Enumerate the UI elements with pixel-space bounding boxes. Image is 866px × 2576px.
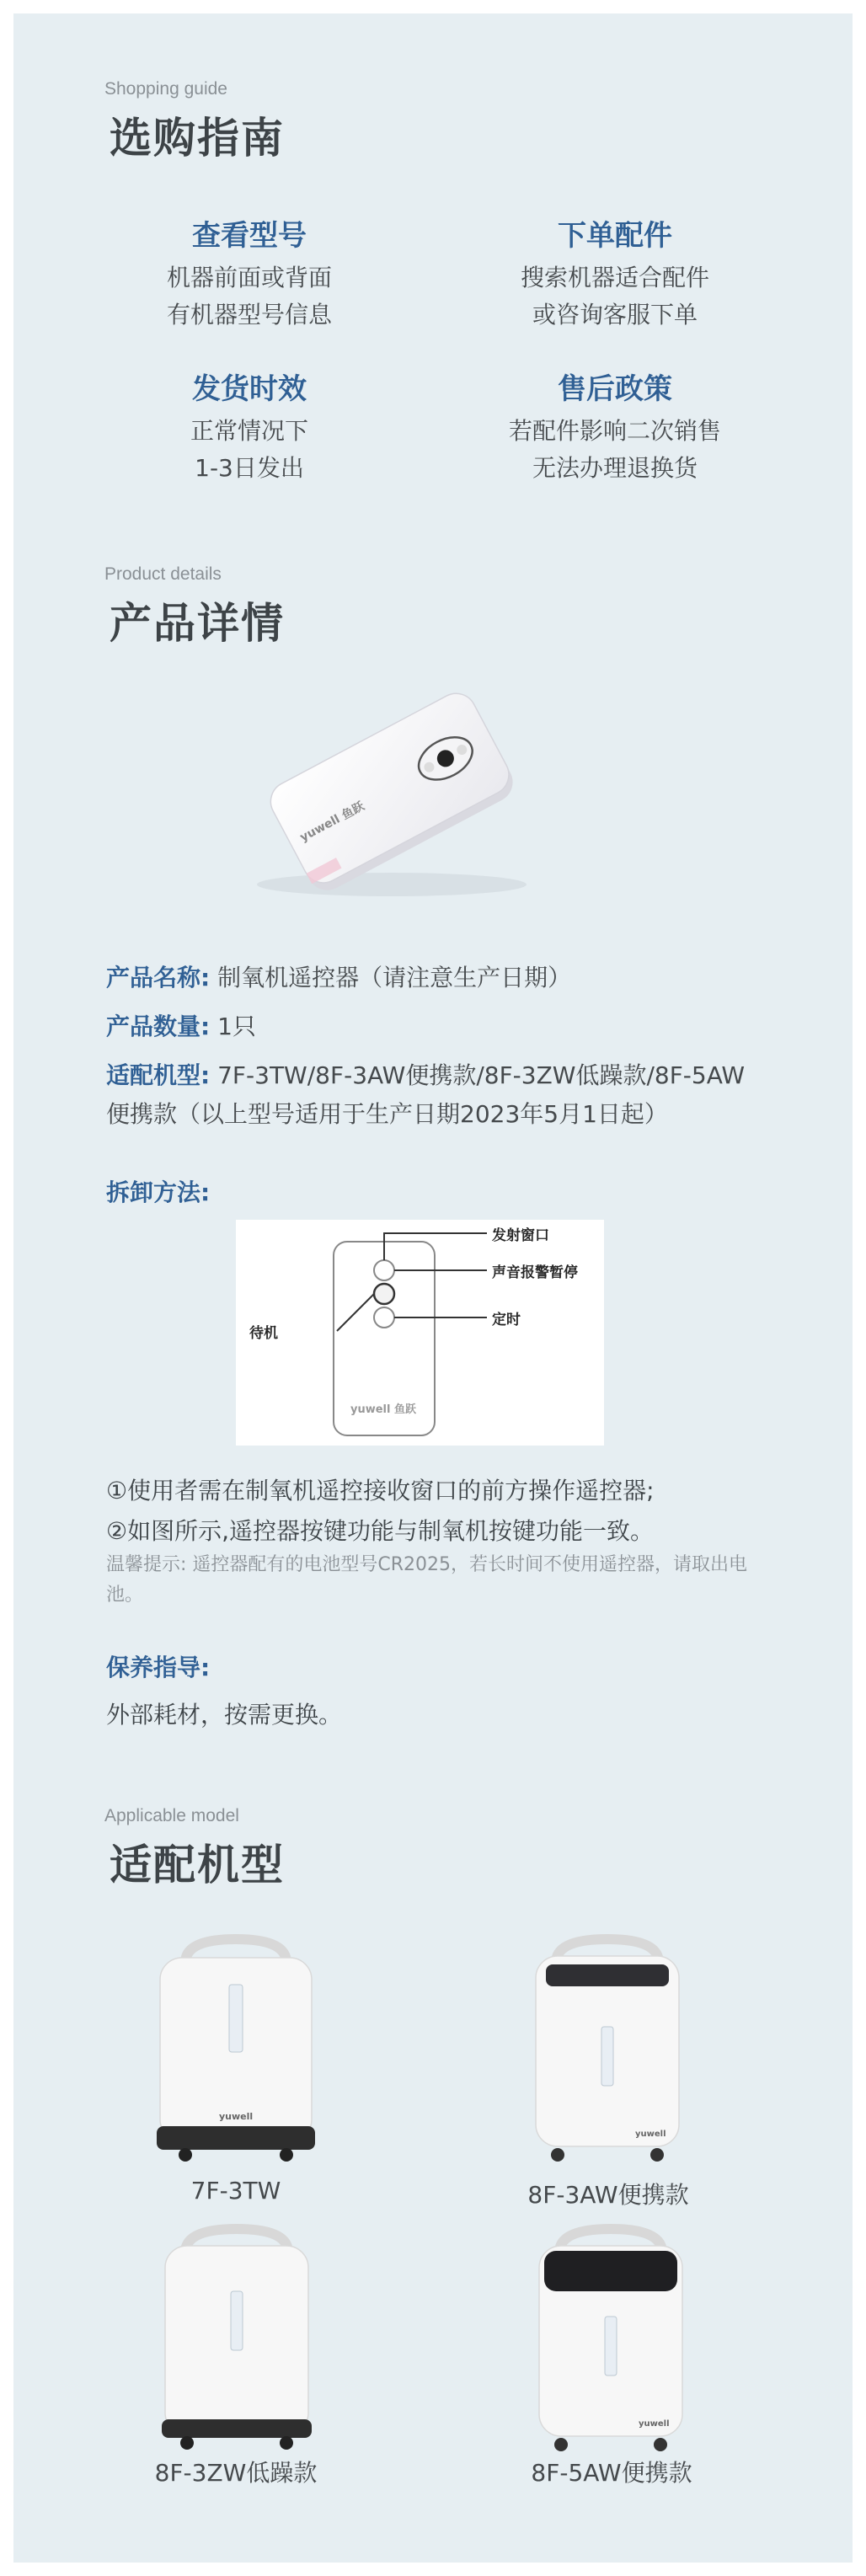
guide-item-line: 搜索机器适合配件	[520, 264, 709, 291]
product-name-row	[106, 959, 763, 997]
guide-item-line: 无法办理退换货	[532, 454, 698, 482]
care-heading: 保养指导:	[106, 1654, 211, 1681]
model-label: 7F-3TW	[190, 2177, 281, 2205]
remote-control-image	[244, 674, 539, 910]
battery-tip: 温馨提示: 遥控器配有的电池型号CR2025，若长时间不使用遥控器，请取出电池。	[106, 1554, 748, 1606]
label-alarm-pause: 声音报警暂停	[492, 1264, 578, 1281]
model-label: 8F-3AW便携款	[527, 2181, 689, 2209]
model-label: 8F-5AW便携款	[531, 2459, 692, 2487]
model-brand: yuwell	[219, 2111, 254, 2122]
details-en-title: Product details	[104, 564, 222, 584]
method-heading: 拆卸方法:	[106, 1178, 211, 1206]
guide-item-title: 下单配件	[558, 219, 672, 253]
product-qty-row	[106, 1007, 763, 1046]
product-name-value: 制氧机遥控器（请注意生产日期）	[217, 964, 572, 991]
product-qty-label: 产品数量:	[106, 1013, 211, 1040]
details-title: 产品详情	[110, 599, 285, 648]
model-brand: yuwell	[639, 2419, 670, 2429]
guide-item-line: 有机器型号信息	[166, 301, 332, 329]
step-2: ②如图所示,遥控器按键功能与制氧机按键功能一致。	[106, 1517, 655, 1545]
step-1: ①使用者需在制氧机遥控接收窗口的前方操作遥控器;	[106, 1477, 655, 1504]
product-qty-value: 1只	[217, 1013, 256, 1040]
product-fit-row	[106, 1056, 763, 1134]
guide-item-line: 或咨询客服下单	[532, 301, 698, 329]
guide-en-title: Shopping guide	[104, 79, 227, 99]
model-brand: yuwell	[635, 2130, 666, 2139]
care-value: 外部耗材，按需更换。	[106, 1701, 343, 1729]
guide-item-line: 机器前面或背面	[166, 264, 332, 291]
guide-item-title: 发货时效	[192, 372, 307, 406]
guide-item-line: 正常情况下	[190, 417, 308, 445]
label-standby: 待机	[249, 1325, 278, 1342]
guide-item-line: 1-3日发出	[195, 454, 304, 482]
model-label: 8F-3ZW低躁款	[154, 2459, 318, 2487]
remote-diagram	[236, 1220, 604, 1446]
model-image-8f-3aw	[527, 1934, 687, 2167]
guide-item-line: 若配件影响二次销售	[508, 417, 721, 445]
product-fit-label: 适配机型:	[106, 1061, 211, 1089]
model-image-8f-5aw	[531, 2224, 691, 2451]
label-timer: 定时	[492, 1312, 521, 1328]
guide-item-title: 售后政策	[558, 372, 672, 406]
models-en-title: Applicable model	[104, 1806, 239, 1825]
guide-title: 选购指南	[110, 114, 285, 163]
product-name-label: 产品名称:	[106, 964, 211, 991]
diagram-brand: yuwell 鱼跃	[350, 1403, 416, 1416]
product-fit-value: 7F-3TW/8F-3AW便携款/8F-3ZW低躁款/8F-5AW便携款（以上型号适用于生产日期2023年5月1日起）	[106, 1061, 746, 1128]
label-emit-window: 发射窗口	[492, 1227, 549, 1244]
models-title: 适配机型	[110, 1841, 285, 1889]
remote-brand: yuwell 鱼跃	[297, 799, 367, 845]
model-image-7f-3tw	[152, 1934, 320, 2167]
model-image-8f-3zw	[157, 2224, 317, 2451]
guide-item-title: 查看型号	[192, 219, 307, 253]
